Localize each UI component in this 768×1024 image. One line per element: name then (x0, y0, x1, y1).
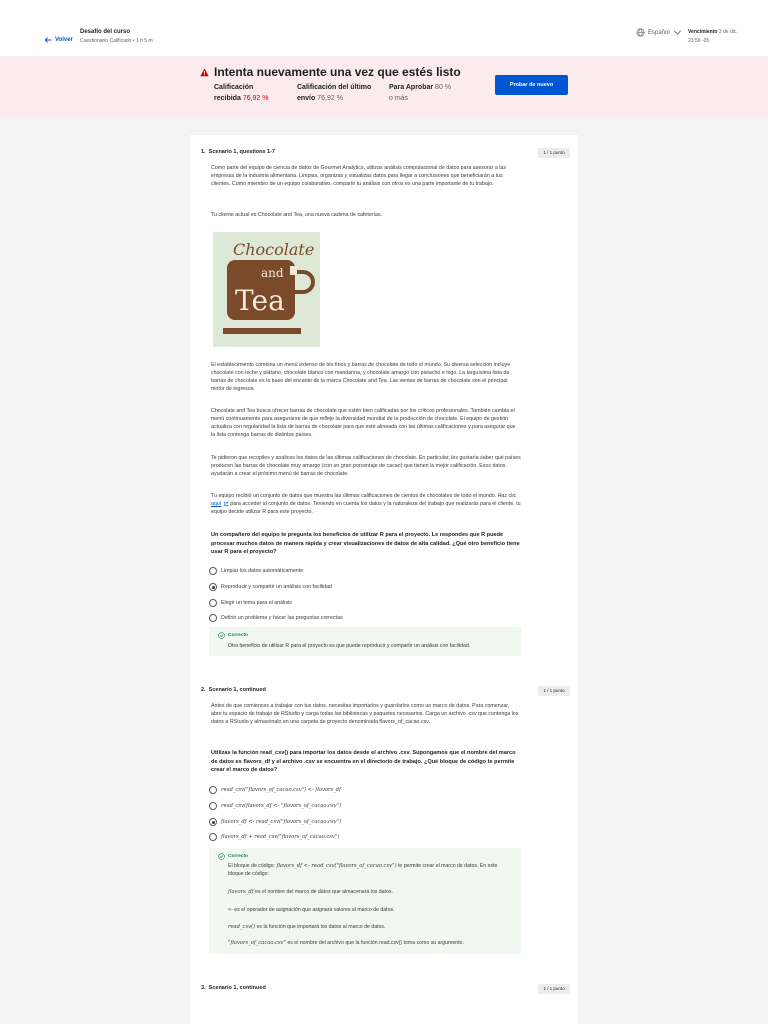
question-prompt: Utilizas la función read_csv() para importar los datos desde el archivo .csv. Supongamos que el nombre del marco de datos es flavors_df y el archivo .csv se encuentra en el directorio de trabajo. ¿Qué bloque de código te permite crear el marco de datos? (211, 750, 516, 773)
paragraph: Como parte del equipo de ciencia de datos de Gourmet Analytics, utilizas análisis computacional de datos para asesorar a las empresas de la industria alimentaria. Limpias, organizas y visualizas datos para llegar a conclusiones que beneficiarán a tus clientes. Como miembro de un equipo colaborativo, compartir tu análisis con otros es una parte importante de tu trabajo. (211, 165, 507, 187)
radio-button[interactable] (209, 818, 217, 826)
paragraph: El establecimiento combina un menú extenso de tés finos y barras de chocolate de todo el mundo. Su diversa selección incluye chocolate con leche y plátano, chocolate blanco con mandarina, y chocolate amargo con pistacho e higo. La larguísima lista de barras de chocolate es la base del encanto de la marca Chocolate and Tea. Las ventas de barras de chocolate son el principal motor de ingresos. (211, 362, 511, 392)
pass-label: Para Aprobar (389, 84, 434, 91)
question-number: 3. (201, 985, 206, 991)
answer-option[interactable] (209, 802, 341, 810)
due-time-value: 23:59 -05 (688, 38, 710, 44)
grade-received (214, 82, 269, 104)
retry-button[interactable]: Probar de nuevo (495, 75, 568, 95)
answer-option[interactable] (209, 614, 343, 622)
pass-value: 80 % (435, 84, 452, 91)
last-label-2: envío (297, 95, 316, 102)
feedback-text-part: es el nombre del marco de datos que almacenará los datos. (255, 889, 393, 895)
radio-button[interactable] (209, 599, 217, 607)
cup-logo-icon (213, 232, 320, 347)
option-label: Elegir un tema para el análisis (221, 600, 292, 606)
banner-title-text: Intenta nuevamente una vez que estés listo (214, 65, 461, 79)
answer-option[interactable] (209, 818, 341, 826)
points-badge: 1 / 1 punto (538, 686, 570, 696)
pass-threshold (389, 82, 451, 104)
option-label: read_csv(flavors_df <- "flavors_of_cacao.csv") (221, 803, 342, 809)
points-badge: 1 / 1 punto (538, 148, 570, 158)
feedback-box (209, 627, 521, 656)
question-2-heading (201, 687, 266, 693)
feedback-text-part: El bloque de código: (228, 863, 277, 869)
last-value: 76,92 % (317, 95, 343, 102)
answer-option[interactable] (209, 583, 332, 591)
option-label: flavors_df + read_csv("flavors_of_cacao.csv") (221, 834, 340, 840)
back-label: Volver (55, 37, 73, 43)
option-label: Reproducir y compartir un análisis con facilidad (221, 584, 332, 590)
feedback-text (228, 888, 513, 896)
grade-label-2: recibida (214, 95, 241, 102)
option-label: Limpiar los datos automáticamente (221, 568, 304, 574)
question-title: Scenario 1, continued (208, 687, 266, 693)
top-header (0, 0, 768, 56)
paragraph: Chocolate and Tea busca ofrecer barras de chocolate que estén bien calificadas por los críticos profesionales. También cambia el menú continuamente para asegurarse de que refleje la diversidad mundial de la producción de chocolate. El equipo de gestión actualiza con regularidad la lista de barras de chocolate para que esté alineada con las últimas calificaciones y para asegurar que la lista contenga barras de distintos países. (211, 408, 516, 438)
globe-icon (636, 28, 645, 37)
radio-button[interactable] (209, 567, 217, 575)
warning-icon (200, 68, 209, 77)
pass-suffix: o más (389, 95, 409, 102)
logo-text: Chocolate (233, 240, 315, 259)
code-snippet: flavors_df <- read_csv("flavors_of_cacao.csv") (276, 863, 397, 869)
paragraph: Tu cliente actual es Chocolate and Tea, una nueva cadena de cafeterías. (211, 212, 383, 218)
feedback-text-part: te permite crear el marco de datos. En este bloque de código: (228, 863, 498, 877)
grade-label-1: Calificación (214, 84, 254, 91)
feedback-box (209, 848, 521, 954)
feedback-text: Otro beneficio de utilizar R para el proyecto es que puede reproducir y compartir un análisis con facilidad. (228, 643, 471, 649)
code-snippet: flavors_df (228, 889, 254, 895)
paragraph-text: para acceder al conjunto de datos. Teniendo en cuenta los datos y la naturaleza del trabajo que realizarás para el cliente, tu equipo decide utilizar R para este proyecto. (211, 501, 521, 515)
radio-button[interactable] (209, 833, 217, 841)
chocolate-and-tea-logo (213, 232, 320, 347)
question-title: Scenario 1, continued (208, 985, 266, 991)
paragraph: Te pidieron que recopiles y analices los datos de las últimas calificaciones de chocolate. En particular, les gustaría saber qué países producen las barras de chocolate muy amargo (con un gran porcentaje de cacao) que tienen la mejor calificación. Esos datos ayudarán a crear el próximo menú de barras de chocolate. (211, 455, 521, 477)
answer-option[interactable] (209, 786, 341, 794)
code-snippet: read_csv() (228, 924, 256, 930)
paragraph: Antes de que comiences a trabajar con tus datos, necesitas importarlos y guardarlos como un marco de datos. Para comenzar, abre tu espacio de trabajo de RStudio y carga todas las bibliotecas y paquetes necesarios. Carga un archivo .csv que contenga los datos a RStudio y almacénalo en una carpeta de proyecto denominada flavors_of_cacao.csv. (211, 703, 519, 725)
feedback-label (218, 853, 248, 860)
feedback-text-part: es el nombre del archivo que la función read.csv() toma como su argumento. (287, 940, 464, 946)
course-subtitle: Cuestionario Calificado • 1 h 5 m (80, 38, 153, 44)
last-submission-grade (297, 82, 371, 104)
feedback-label (218, 632, 248, 639)
feedback-text: <- es el operador de asignación que asignará valores al marco de datos. (228, 907, 395, 913)
logo-text: Tea (235, 284, 285, 317)
language-selector[interactable] (636, 28, 682, 37)
feedback-text (228, 939, 513, 947)
question-3-heading (201, 985, 266, 991)
course-title: Desafío del curso (80, 29, 131, 35)
radio-button[interactable] (209, 614, 217, 622)
option-label: Definir un problema y hacer las preguntas correctas (221, 615, 343, 621)
check-circle-icon (218, 632, 225, 639)
due-label: Vencimiento (688, 29, 718, 35)
radio-button[interactable] (209, 802, 217, 810)
dataset-link[interactable]: aquí (211, 501, 222, 507)
last-label-1: Calificación del último (297, 84, 372, 91)
banner-title (200, 65, 461, 79)
feedback-text (228, 862, 513, 878)
logo-text: and (261, 266, 284, 280)
arrow-left-icon (44, 36, 52, 44)
answer-option[interactable] (209, 599, 292, 607)
due-date-value: 3 de dic. (718, 29, 738, 35)
option-label: flavors_df <- read_csv("flavors_of_cacao.csv") (221, 819, 342, 825)
points-badge: 1 / 1 punto (538, 984, 570, 994)
feedback-text (228, 923, 513, 931)
option-label: read_csv("flavors_of_cacao.csv") <- flavors_df (221, 787, 342, 793)
question-number: 1. (201, 149, 206, 155)
code-snippet: "flavors_of_cacao.csv" (228, 940, 286, 946)
paragraph (211, 492, 521, 516)
check-circle-icon (218, 853, 225, 860)
feedback-label-text: Correcto (228, 633, 248, 638)
due-date (688, 28, 738, 46)
question-number: 2. (201, 687, 206, 693)
language-label: Español (648, 29, 670, 36)
question-prompt: Un compañero del equipo te pregunta los beneficios de utilizar R para el proyecto. Le respondes que R puede procesar muchos datos de manera rápida y crear visualizaciones de datos de alta calidad. ¿Qué otro beneficio tiene usar R para el proyecto? (211, 532, 520, 555)
feedback-text-part: es la función que importará los datos al marco de datos. (256, 924, 386, 930)
answer-option[interactable] (209, 833, 339, 841)
paragraph-text: Tu equipo recibió un conjunto de datos que muestra las últimas calificaciones de cientos de chocolates de todo el mundo. Haz clic (211, 493, 517, 499)
grade-value: 76,92 % (242, 95, 269, 102)
answer-option[interactable] (209, 567, 303, 575)
chevron-down-icon (673, 28, 682, 37)
radio-button[interactable] (209, 583, 217, 591)
radio-button[interactable] (209, 786, 217, 794)
feedback-label-text: Correcto (228, 854, 248, 859)
back-link[interactable] (44, 36, 73, 44)
question-title: Scenario 1, questions 1-7 (208, 149, 275, 155)
question-1-heading (201, 149, 275, 155)
